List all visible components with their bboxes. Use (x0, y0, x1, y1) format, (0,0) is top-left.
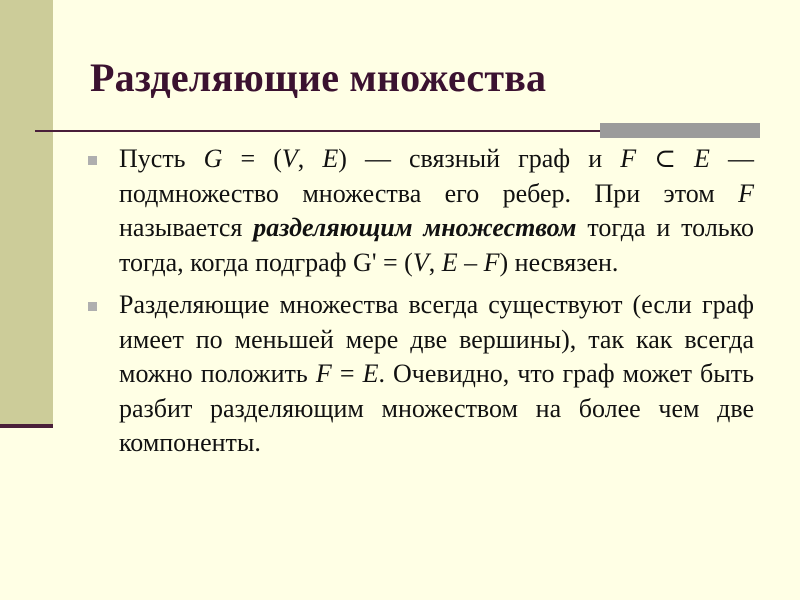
bullet-square-icon (88, 302, 97, 311)
title-divider-block (600, 123, 760, 138)
slide-title: Разделяющие множества (90, 55, 547, 100)
term-separating-set: разделяющим множеством (253, 213, 577, 242)
bullet-text: Разделяющие множества всегда существуют (если граф имеет по меньшей мере две вершины), так как всегда можно положить F = E. Очевидно, что граф может быть разбит разделяющим множеством на более чем две компоненты. (119, 290, 754, 457)
left-decorative-band (0, 0, 53, 428)
slide-content (88, 142, 754, 469)
bullet-item-definition (88, 142, 754, 280)
left-band-accent-line (0, 424, 53, 428)
bullet-text: Пусть G = (V, E) — связный граф и F ⊂ E — подмножество множества его ребер. При этом F называется разделяющим множеством тогда и только тогда, когда подграф G' = (V, E – F) несвязен. (119, 144, 754, 277)
bullet-item-existence (88, 288, 754, 461)
bullet-square-icon (88, 156, 97, 165)
